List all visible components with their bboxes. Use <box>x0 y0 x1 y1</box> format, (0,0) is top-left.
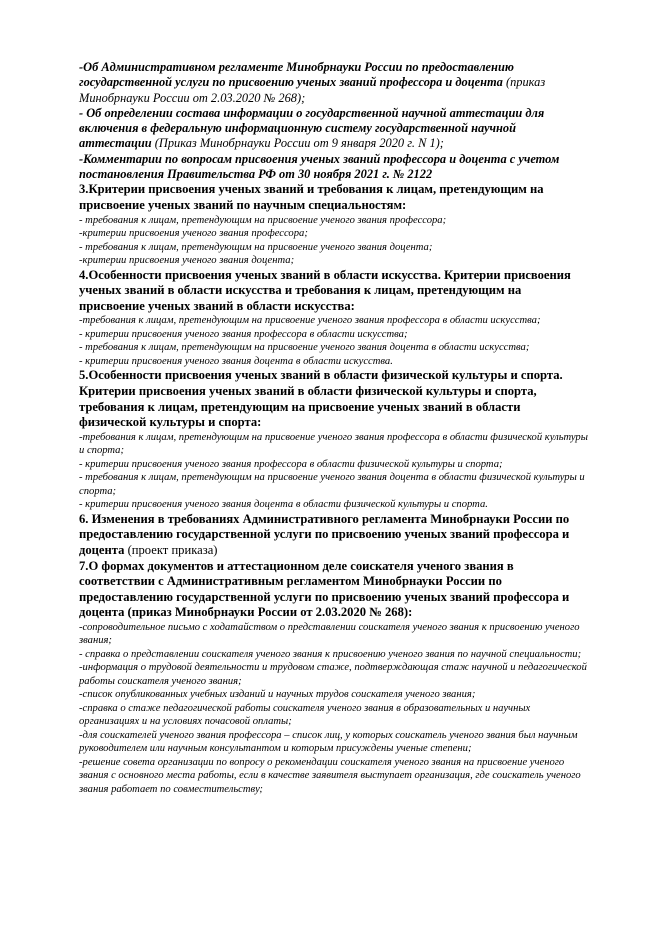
section-heading-6-title: 6. Изменения в требованиях Административного регламента Минобрнауки России по предоставлению государственной услуги по присвоению ученых званий профессора и доцента <box>79 511 570 557</box>
list-item: -решение совета организации по вопросу о рекомендации соискателя ученого звания на присвоение ученого звания с основного места работы, если в качестве заявителя выступает организация, где соискатель ученого звания работает по совместительству; <box>79 756 581 795</box>
list-item: -список опубликованных учебных изданий и научных трудов соискателя ученого звания; <box>79 689 476 701</box>
list-item: - требования к лицам, претендующим на присвоение ученого звания доцента в области искусства; <box>79 342 530 354</box>
document-page <box>79 60 589 796</box>
list-item: - требования к лицам, претендующим на присвоение ученого звания доцента; <box>79 241 433 253</box>
section-heading-3: 3.Критерии присвоения ученых званий и требования к лицам, претендующим на присвоение ученых званий по научным специальностям: <box>79 182 544 212</box>
list-item: - критерии присвоения ученого звания доцента в области искусства. <box>79 355 393 367</box>
list-item: - справка о представлении соискателя ученого звания к присвоению ученого звания по научной специальности; <box>79 648 582 660</box>
section-heading-6 <box>79 512 589 559</box>
list-item: -критерии присвоения ученого звания профессора; <box>79 228 308 240</box>
section-heading-5: 5.Особенности присвоения ученых званий в области физической культуры и спорта. Критерии присвоения ученых званий в области физической культуры и спорта, требования к лицам, претендующим на присвоение ученых званий в области физической культуры и спорта: <box>79 368 563 430</box>
intro-title: - Об определении состава информации о государственной научной аттестации для включения в федеральную информационную систему государственной научной аттестации <box>79 105 545 151</box>
intro-title: -Об Административном регламенте Минобрнауки России по предоставлению государственной услуги по присвоению ученых званий профессора и доцента <box>79 60 514 90</box>
list-item: - критерии присвоения ученого звания профессора в области физической культуры и спорта; <box>79 458 503 470</box>
intro-title: -Комментарии по вопросам присвоения ученых званий профессора и доцента с учетом постановления Правительства РФ от 30 ноября 2021 г. № 2122 <box>79 151 560 182</box>
list-item: - требования к лицам, претендующим на присвоение ученого звания доцента в области физической культуры и спорта; <box>79 472 585 497</box>
list-item: - критерии присвоения ученого звания профессора в области искусства; <box>79 328 408 340</box>
intro-paragraph <box>79 106 589 152</box>
section-heading-6-note: (проект приказа) <box>124 542 218 557</box>
list-item: -требования к лицам, претендующим на присвоение ученого звания профессора в области искусства; <box>79 315 541 327</box>
intro-paragraph <box>79 60 589 106</box>
intro-reference: (Приказ Минобрнауки России от 9 января 2020 г. N 1); <box>151 136 444 151</box>
intro-paragraph <box>79 152 589 183</box>
list-item: -информация о трудовой деятельности и трудовом стаже, подтверждающая стаж научной и педагогической работы соискателя ученого звания; <box>79 662 587 687</box>
section-heading-7: 7.О формах документов и аттестационном деле соискателя ученого звания в соответствии с Административным регламентом Минобрнауки России по предоставлению государственной услуги по присвоению ученых званий профессора и доцента (приказ Минобрнауки России от 2.03.2020 № 268): <box>79 558 570 620</box>
list-item: -для соискателей ученого звания профессора – список лиц, у которых соискатель ученого звания был научным руководителем или научным консультантом и которым присуждены ученые степени; <box>79 729 578 755</box>
list-item: -сопроводительное письмо с ходатайством о представлении соискателя ученого звания к присвоению ученого звания; <box>79 621 580 647</box>
intro-reference: (приказ Минобрнауки России от 2.03.2020 № 268); <box>79 75 546 105</box>
list-item: - требования к лицам, претендующим на присвоение ученого звания профессора; <box>79 214 447 226</box>
list-item: -критерии присвоения ученого звания доцента; <box>79 255 295 267</box>
list-item: -справка о стаже педагогической работы соискателя ученого звания в образовательных и научных организациях и на условиях почасовой оплаты; <box>79 702 531 728</box>
section-heading-4: 4.Особенности присвоения ученых званий в области искусства. Критерии присвоения ученых званий в области искусства и требования к лицам, претендующим на присвоение ученых званий в области искусства: <box>79 267 571 313</box>
list-item: -требования к лицам, претендующим на присвоение ученого звания профессора в области физической культуры и спорта; <box>79 431 588 457</box>
list-item: - критерии присвоения ученого звания доцента в области физической культуры и спорта. <box>79 499 488 511</box>
